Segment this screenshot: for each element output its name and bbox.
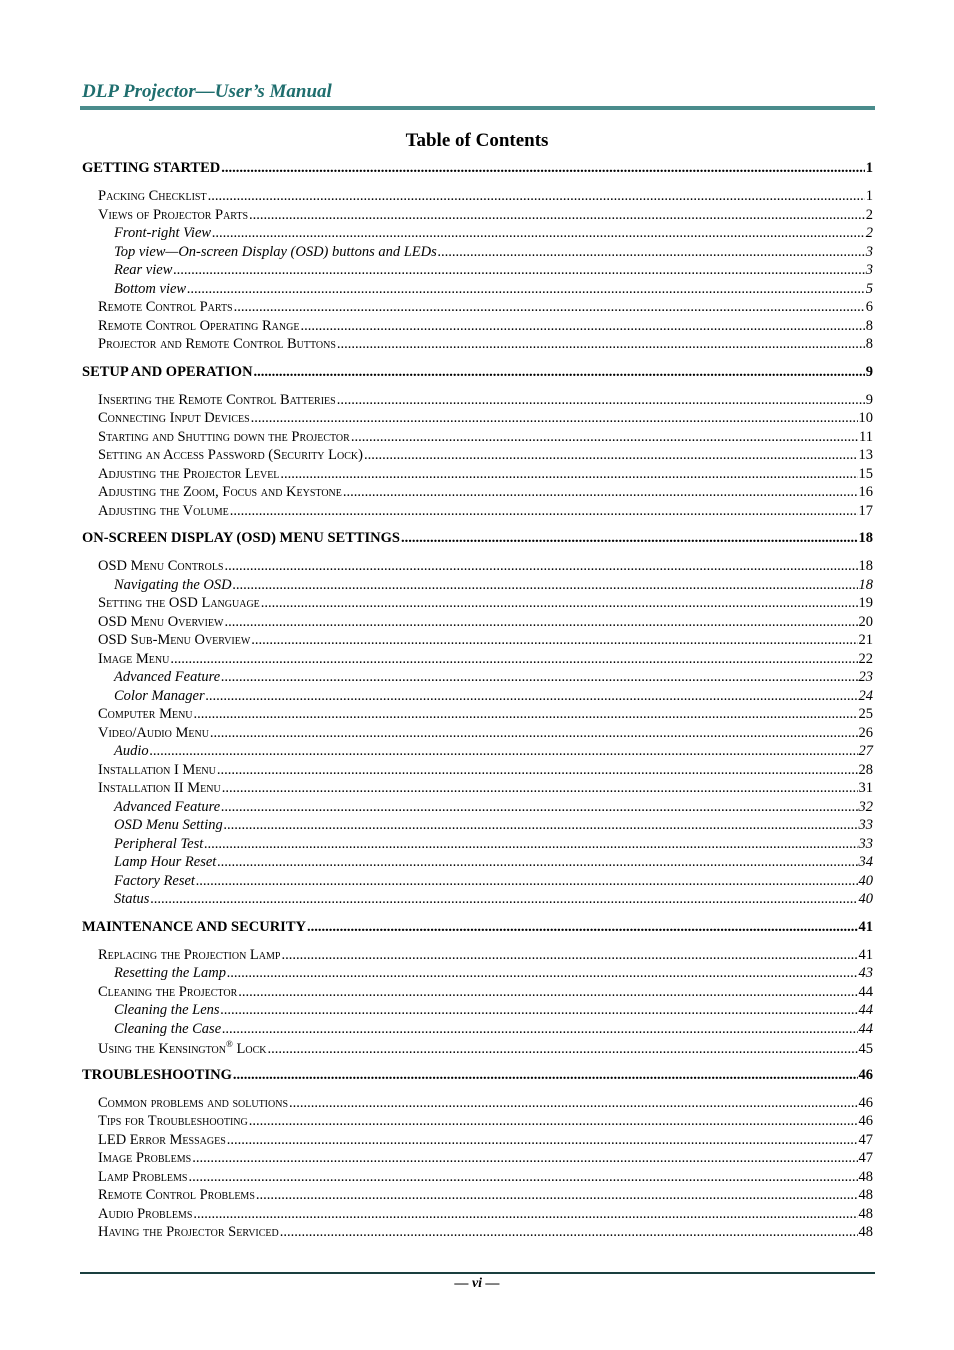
toc-subentry[interactable] [82, 632, 873, 651]
toc-entry-label [114, 688, 205, 705]
toc-page-number: 19 [858, 595, 873, 611]
toc-entry-label [98, 299, 233, 316]
toc-entry-text: OSD Menu Controls [98, 558, 224, 574]
toc-subsubentry[interactable] [82, 281, 873, 300]
toc-entry-text: MAINTENANCE AND SECURITY [82, 918, 306, 935]
toc-entry-text: Color Manager [114, 687, 205, 704]
dot-leader [204, 836, 857, 853]
dot-leader [401, 530, 858, 547]
toc-entry-label [98, 336, 336, 353]
dot-leader [217, 854, 857, 871]
toc-entry-text: Front-right View [114, 225, 212, 241]
toc-entry-text: Setting an Access Password (Security Lock) [98, 447, 363, 463]
toc-entry-text: Top view—On-screen Display (OSD) buttons and LEDs [114, 243, 437, 260]
toc-entry-label [114, 281, 186, 298]
toc-entry-label [98, 1169, 187, 1186]
dot-leader [225, 558, 858, 575]
toc-subsubentry[interactable] [82, 799, 873, 818]
toc-entry-text: Installation II Menu [98, 780, 221, 796]
toc-page-number: 46 [858, 1066, 873, 1083]
dot-leader [251, 632, 857, 649]
dot-leader [280, 1224, 858, 1241]
toc-page-number: 11 [859, 428, 873, 445]
toc-entry-label [82, 530, 400, 547]
toc-subentry[interactable] [82, 336, 873, 355]
dot-leader [364, 447, 858, 464]
toc-entry-text: Remote Control Operating Range [98, 317, 300, 334]
toc-entry-label [98, 725, 209, 742]
toc-section-heading[interactable] [82, 530, 873, 549]
toc-page-number: 40 [858, 891, 873, 907]
toc-subentry[interactable] [82, 762, 873, 781]
toc-entry-text: Adjusting the Projector Level [98, 465, 280, 482]
header-divider [80, 106, 875, 110]
dot-leader [221, 160, 865, 177]
toc-entry-label [98, 484, 342, 501]
dot-leader [254, 364, 865, 381]
toc-entry-text: Views of Projector Parts [98, 206, 249, 223]
dot-leader [187, 281, 865, 298]
toc-entry-text: Navigating the OSD [114, 576, 232, 593]
toc-page-number: 9 [865, 391, 873, 408]
toc-entry-text: Computer Menu [98, 706, 193, 722]
toc-page-number: 32 [858, 798, 873, 815]
toc-entry-text: Lamp Problems [98, 1168, 188, 1185]
toc-page-number: 33 [858, 817, 873, 833]
toc-page-number: 24 [858, 687, 873, 704]
toc-page-number: 27 [858, 743, 873, 759]
toc-subentry[interactable] [82, 299, 873, 318]
dot-leader [233, 1067, 858, 1084]
toc-entry-label [98, 447, 363, 464]
dot-leader [267, 1041, 857, 1058]
toc-entry-text: Bottom view [114, 280, 187, 297]
toc-entry-text: OSD Sub-Menu Overview [98, 632, 251, 648]
toc-entry-label [114, 799, 220, 816]
toc-entry-text: TROUBLESHOOTING [82, 1066, 232, 1083]
toc-entry-label [114, 577, 232, 594]
toc-entry-label [114, 965, 226, 982]
dot-leader [280, 466, 857, 483]
dot-leader [193, 1206, 857, 1223]
toc-page-number: 1 [865, 160, 873, 176]
toc-entry-text: Packing Checklist [98, 188, 207, 204]
dot-leader [222, 780, 858, 797]
toc-page-number: 2 [865, 225, 873, 241]
toc-entry-label [98, 984, 237, 1001]
toc-entry-label [98, 614, 223, 631]
toc-page-number: 8 [865, 336, 873, 352]
toc-subsubentry[interactable] [82, 873, 873, 892]
dot-leader [256, 1187, 858, 1204]
toc-subsubentry[interactable] [82, 891, 873, 910]
toc-subentry[interactable] [82, 1187, 873, 1206]
toc-page-number: 48 [858, 1187, 873, 1203]
toc-entry-label [98, 503, 229, 520]
toc-subentry[interactable] [82, 503, 873, 522]
toc-page-number: 41 [858, 918, 873, 935]
toc-page-number: 31 [858, 780, 873, 796]
toc-subsubentry[interactable] [82, 688, 873, 707]
toc-entry-label [98, 632, 250, 649]
toc-entry-text: Advanced Feature [114, 669, 221, 685]
dot-leader [221, 799, 857, 816]
dot-leader [188, 1169, 857, 1186]
toc-section-heading[interactable] [82, 160, 873, 179]
toc-subsubentry[interactable] [82, 577, 873, 596]
toc-section-heading[interactable] [82, 1067, 873, 1086]
dot-leader [208, 188, 865, 205]
dot-leader [206, 688, 858, 705]
toc-entry-label [98, 780, 221, 797]
toc-entry-text: Installation I Menu [98, 761, 216, 778]
toc-entry-label [114, 873, 195, 890]
toc-subsubentry[interactable] [82, 854, 873, 873]
toc-entry-label [114, 1002, 220, 1019]
toc-entry-text: Video/Audio Menu [98, 724, 209, 741]
toc-subentry[interactable] [82, 1095, 873, 1114]
toc-subsubentry[interactable] [82, 965, 873, 984]
toc-entry-text: Audio [114, 743, 149, 759]
toc-subentry[interactable] [82, 1206, 873, 1225]
toc-entry-label [98, 207, 248, 224]
toc-subentry[interactable] [82, 410, 873, 429]
dot-leader [251, 410, 858, 427]
toc-entry-text: Rear view [114, 262, 173, 278]
toc-page-number: 43 [858, 965, 873, 981]
toc-subsubentry[interactable] [82, 1002, 873, 1021]
toc-page-number: 16 [858, 484, 873, 500]
toc-page-number: 18 [858, 558, 873, 574]
toc-entry-text: Adjusting the Volume [98, 502, 229, 519]
toc-page-number: 5 [865, 280, 873, 297]
toc-entry-text: Status [114, 891, 150, 907]
toc-entry-label [114, 891, 149, 908]
toc-entry-text: Remote Control Parts [98, 299, 233, 315]
toc-entry-label [98, 1113, 248, 1130]
toc-entry-text: Cleaning the Projector [98, 983, 238, 1000]
toc-entry-text: Projector and Remote Control Buttons [98, 336, 336, 352]
toc-subentry[interactable] [82, 558, 873, 577]
toc-subentry[interactable] [82, 1150, 873, 1169]
toc-entry-label [114, 225, 211, 242]
dot-leader [238, 984, 857, 1001]
toc-subentry[interactable] [82, 706, 873, 725]
toc-entry-label [98, 188, 207, 205]
toc-subsubentry[interactable] [82, 244, 873, 263]
dot-leader [281, 947, 857, 964]
dot-leader [249, 1113, 858, 1130]
toc-entry-label [98, 1095, 288, 1112]
toc-entry-text: ON-SCREEN DISPLAY (OSD) MENU SETTINGS [82, 530, 400, 546]
dot-leader [222, 1021, 857, 1038]
toc-page-number: 44 [858, 1020, 873, 1037]
toc-subentry[interactable] [82, 947, 873, 966]
toc-page-number: 47 [858, 1131, 873, 1148]
toc-page-number: 33 [858, 835, 873, 852]
toc-subentry[interactable] [82, 484, 873, 503]
toc-section-heading[interactable] [82, 364, 873, 383]
toc-page-number: 23 [858, 669, 873, 685]
toc-entry-label [114, 836, 203, 853]
toc-entry-label [98, 1039, 266, 1058]
toc-entry-label [114, 244, 437, 261]
toc-entry-text: Connecting Input Devices [98, 410, 250, 426]
toc-entry-label [98, 1206, 192, 1223]
toc-entry-text: Setting the OSD Language [98, 595, 260, 611]
toc-page-number: 17 [858, 502, 873, 519]
toc-entry-label [98, 1132, 226, 1149]
dot-leader [192, 1150, 857, 1167]
page-number: — vi — [454, 1276, 500, 1291]
dot-leader [221, 669, 857, 686]
toc-entry-text: Cleaning the Lens [114, 1002, 220, 1018]
toc-subentry[interactable] [82, 466, 873, 485]
toc-entry-text: Starting and Shutting down the Projector [98, 428, 350, 445]
toc-subentry[interactable] [82, 984, 873, 1003]
toc-page-number: 21 [858, 632, 873, 648]
manual-title: DLP Projector—User’s Manual [82, 81, 332, 102]
toc-subentry[interactable] [82, 188, 873, 207]
footer-divider [80, 1272, 875, 1274]
toc-page-number: 46 [858, 1094, 873, 1111]
toc-entry-text: Inserting the Remote Control Batteries [98, 391, 336, 408]
toc-subentry[interactable] [82, 651, 873, 670]
toc-entry-text: Peripheral Test [114, 835, 204, 852]
toc-entry-label [114, 262, 172, 279]
toc-entry-label [82, 1067, 232, 1084]
toc-section-heading[interactable] [82, 919, 873, 938]
toc-subentry[interactable] [82, 614, 873, 633]
dot-leader [234, 299, 865, 316]
toc-entry-label [82, 364, 253, 381]
toc-entry-label [82, 160, 220, 177]
toc-subentry[interactable] [82, 1169, 873, 1188]
toc-page-number: 44 [858, 983, 873, 1000]
toc-entry-text: Having the Projector Serviced [98, 1224, 279, 1240]
toc-subentry[interactable] [82, 1113, 873, 1132]
toc-entry-label [98, 651, 169, 668]
toc-page-number: 41 [858, 946, 873, 963]
toc-subentry[interactable] [82, 207, 873, 226]
toc-entry-label [98, 706, 193, 723]
toc-entry-text: GETTING STARTED [82, 160, 221, 176]
toc-entry-label [82, 919, 306, 936]
toc-entry-text: Advanced Feature [114, 798, 221, 815]
toc-entry-label [114, 669, 220, 686]
dot-leader [196, 873, 858, 890]
toc-entry-label [98, 466, 279, 483]
dot-leader [343, 484, 858, 501]
toc-entry-text: Audio Problems [98, 1205, 193, 1222]
dot-leader [227, 965, 858, 982]
dot-leader [212, 225, 865, 242]
dot-leader [224, 614, 857, 631]
table-of-contents [82, 160, 873, 1243]
toc-entry-text: Lamp Hour Reset [114, 854, 217, 870]
toc-subsubentry[interactable] [82, 262, 873, 281]
toc-subentry[interactable] [82, 725, 873, 744]
toc-subentry[interactable] [82, 318, 873, 337]
toc-entry-label [114, 817, 223, 834]
toc-entry-label [98, 1150, 191, 1167]
toc-entry-text-suffix: Lock [232, 1040, 267, 1057]
toc-subsubentry[interactable] [82, 817, 873, 836]
toc-page-number: 3 [865, 262, 873, 278]
toc-entry-text: Common problems and solutions [98, 1094, 289, 1111]
toc-entry-text: Cleaning the Case [114, 1020, 222, 1037]
toc-entry-text: Image Problems [98, 1150, 192, 1166]
toc-entry-label [98, 318, 299, 335]
toc-subentry[interactable] [82, 429, 873, 448]
toc-page-number: 20 [858, 613, 873, 630]
toc-entry-text: SETUP AND OPERATION [82, 363, 253, 380]
toc-page-number: 8 [865, 317, 873, 334]
dot-leader [261, 595, 858, 612]
toc-subsubentry[interactable] [82, 743, 873, 762]
toc-subsubentry[interactable] [82, 1021, 873, 1040]
dot-leader [150, 743, 858, 760]
toc-page-number: 48 [858, 1168, 873, 1185]
toc-subentry[interactable] [82, 595, 873, 614]
toc-entry-text: OSD Menu Overview [98, 613, 224, 630]
toc-entry-label [98, 762, 216, 779]
toc-entry-label [98, 410, 250, 427]
toc-page-number: 9 [865, 363, 873, 380]
toc-page-number: 18 [858, 576, 873, 593]
toc-page-number: 26 [858, 724, 873, 741]
toc-entry-text: Tips for Troubleshooting [98, 1113, 248, 1129]
toc-page-number: 48 [858, 1205, 873, 1222]
toc-page-number: 47 [858, 1150, 873, 1166]
toc-page-number: 46 [858, 1113, 873, 1129]
toc-page-number: 15 [858, 465, 873, 482]
toc-page-number: 40 [858, 872, 873, 889]
toc-subsubentry[interactable] [82, 669, 873, 688]
toc-page-number: 10 [858, 410, 873, 426]
toc-page-number: 2 [865, 206, 873, 223]
toc-entry-label [114, 854, 216, 871]
dot-leader [217, 762, 858, 779]
toc-subentry[interactable] [82, 1039, 873, 1058]
toc-entry-text: Remote Control Problems [98, 1187, 255, 1203]
dot-leader [150, 891, 857, 908]
registered-mark: ® [226, 1039, 233, 1049]
dot-leader [249, 207, 865, 224]
dot-leader [170, 651, 857, 668]
toc-page-number: 34 [858, 854, 873, 870]
toc-page-number: 6 [865, 299, 873, 315]
dot-leader [438, 244, 865, 261]
toc-entry-label [114, 1021, 221, 1038]
toc-entry-text: Factory Reset [114, 872, 195, 889]
toc-subsubentry[interactable] [82, 225, 873, 244]
toc-page-number: 28 [858, 761, 873, 778]
toc-entry-text: Using the Kensington [98, 1040, 227, 1057]
toc-entry-label [98, 595, 260, 612]
toc-entry-label [98, 429, 350, 446]
dot-leader [210, 725, 858, 742]
toc-page-number: 44 [858, 1002, 873, 1018]
toc-entry-text: LED Error Messages [98, 1131, 226, 1148]
toc-entry-text: Adjusting the Zoom, Focus and Keystone [98, 484, 342, 500]
toc-entry-label [98, 1224, 279, 1241]
toc-entry-text: Resetting the Lamp [114, 965, 226, 981]
toc-subentry[interactable] [82, 1224, 873, 1243]
toc-entry-label [114, 743, 149, 760]
dot-leader [227, 1132, 858, 1149]
toc-entry-text: OSD Menu Setting [114, 817, 223, 833]
dot-leader [230, 503, 858, 520]
toc-page-number: 45 [858, 1040, 873, 1057]
dot-leader [337, 392, 865, 409]
dot-leader [307, 919, 858, 936]
toc-subentry[interactable] [82, 1132, 873, 1151]
toc-page-number: 1 [865, 188, 873, 204]
toc-subentry[interactable] [82, 447, 873, 466]
toc-subentry[interactable] [82, 780, 873, 799]
dot-leader [233, 577, 858, 594]
toc-page-number: 48 [858, 1224, 873, 1240]
toc-subsubentry[interactable] [82, 836, 873, 855]
toc-page-number: 22 [858, 650, 873, 667]
toc-entry-label [98, 558, 224, 575]
dot-leader [224, 817, 858, 834]
toc-entry-label [98, 947, 280, 964]
dot-leader [351, 429, 858, 446]
toc-entry-label [98, 392, 336, 409]
toc-page-number: 13 [858, 447, 873, 463]
toc-heading: Table of Contents [405, 130, 549, 151]
toc-page-number: 18 [858, 530, 873, 546]
dot-leader [289, 1095, 857, 1112]
dot-leader [194, 706, 858, 723]
dot-leader [173, 262, 864, 279]
dot-leader [337, 336, 865, 353]
toc-entry-label [98, 1187, 255, 1204]
dot-leader [300, 318, 864, 335]
toc-entry-text: Replacing the Projection Lamp [98, 946, 281, 963]
toc-page-number: 25 [858, 706, 873, 722]
toc-page-number: 3 [865, 243, 873, 260]
toc-subentry[interactable] [82, 392, 873, 411]
toc-entry-text: Image Menu [98, 650, 170, 667]
dot-leader [221, 1002, 858, 1019]
